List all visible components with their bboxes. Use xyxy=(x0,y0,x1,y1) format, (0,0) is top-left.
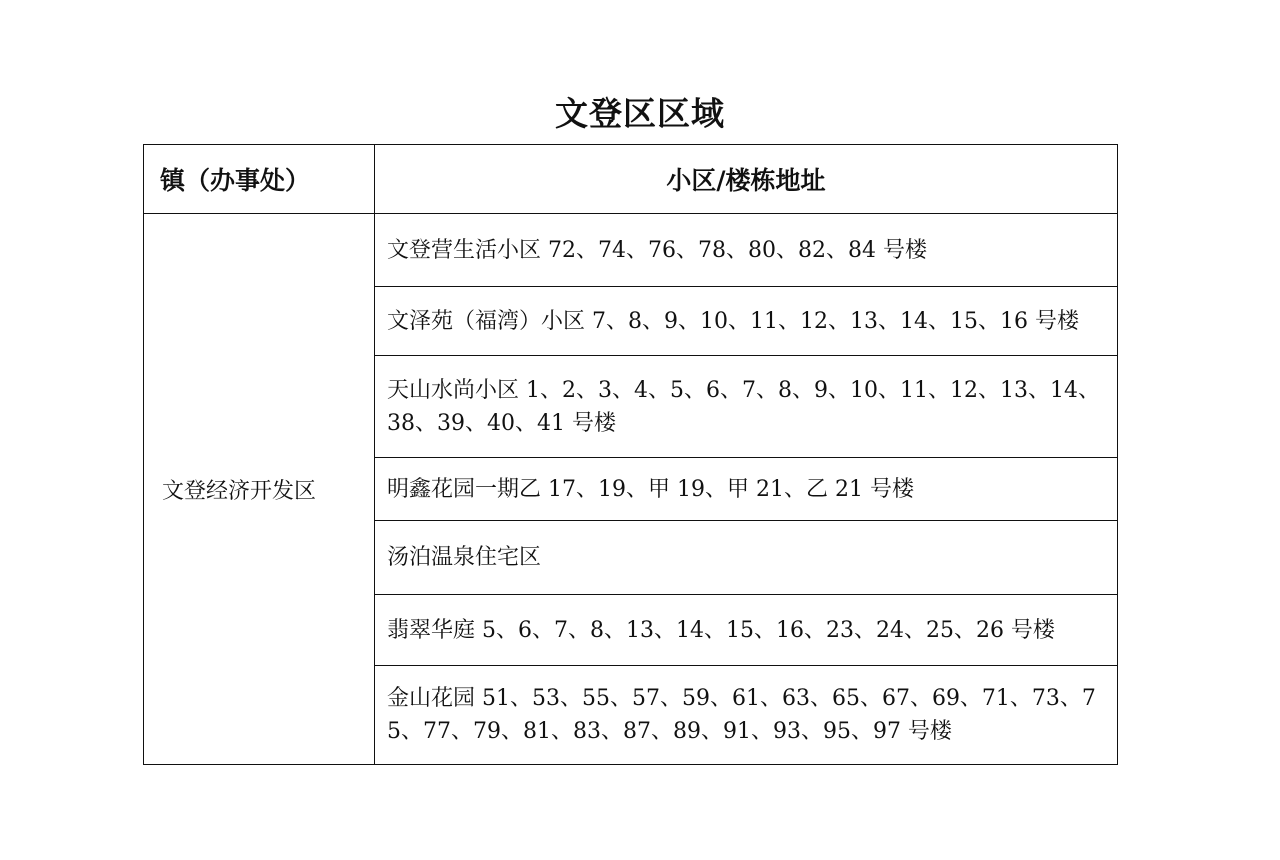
header-town: 镇（办事处） xyxy=(144,145,375,214)
header-address: 小区/楼栋地址 xyxy=(375,145,1118,214)
address-cell: 文泽苑（福湾）小区 7、8、9、10、11、12、13、14、15、16 号楼 xyxy=(375,287,1118,356)
table-row xyxy=(144,214,1118,287)
address-cell: 天山水尚小区 1、2、3、4、5、6、7、8、9、10、11、12、13、14、38、39、40、41 号楼 xyxy=(375,356,1118,458)
town-cell: 文登经济开发区 xyxy=(144,214,375,765)
address-cell: 明鑫花园一期乙 17、19、甲 19、甲 21、乙 21 号楼 xyxy=(375,458,1118,521)
address-cell: 金山花园 51、53、55、57、59、61、63、65、67、69、71、73、75、77、79、81、83、87、89、91、93、95、97 号楼 xyxy=(375,666,1118,765)
table-header-row xyxy=(144,145,1118,214)
address-cell: 文登营生活小区 72、74、76、78、80、82、84 号楼 xyxy=(375,214,1118,287)
document-title: 文登区区域 xyxy=(555,94,725,133)
address-cell: 汤泊温泉住宅区 xyxy=(375,521,1118,595)
address-table xyxy=(143,144,1118,765)
address-cell: 翡翠华庭 5、6、7、8、13、14、15、16、23、24、25、26 号楼 xyxy=(375,595,1118,666)
